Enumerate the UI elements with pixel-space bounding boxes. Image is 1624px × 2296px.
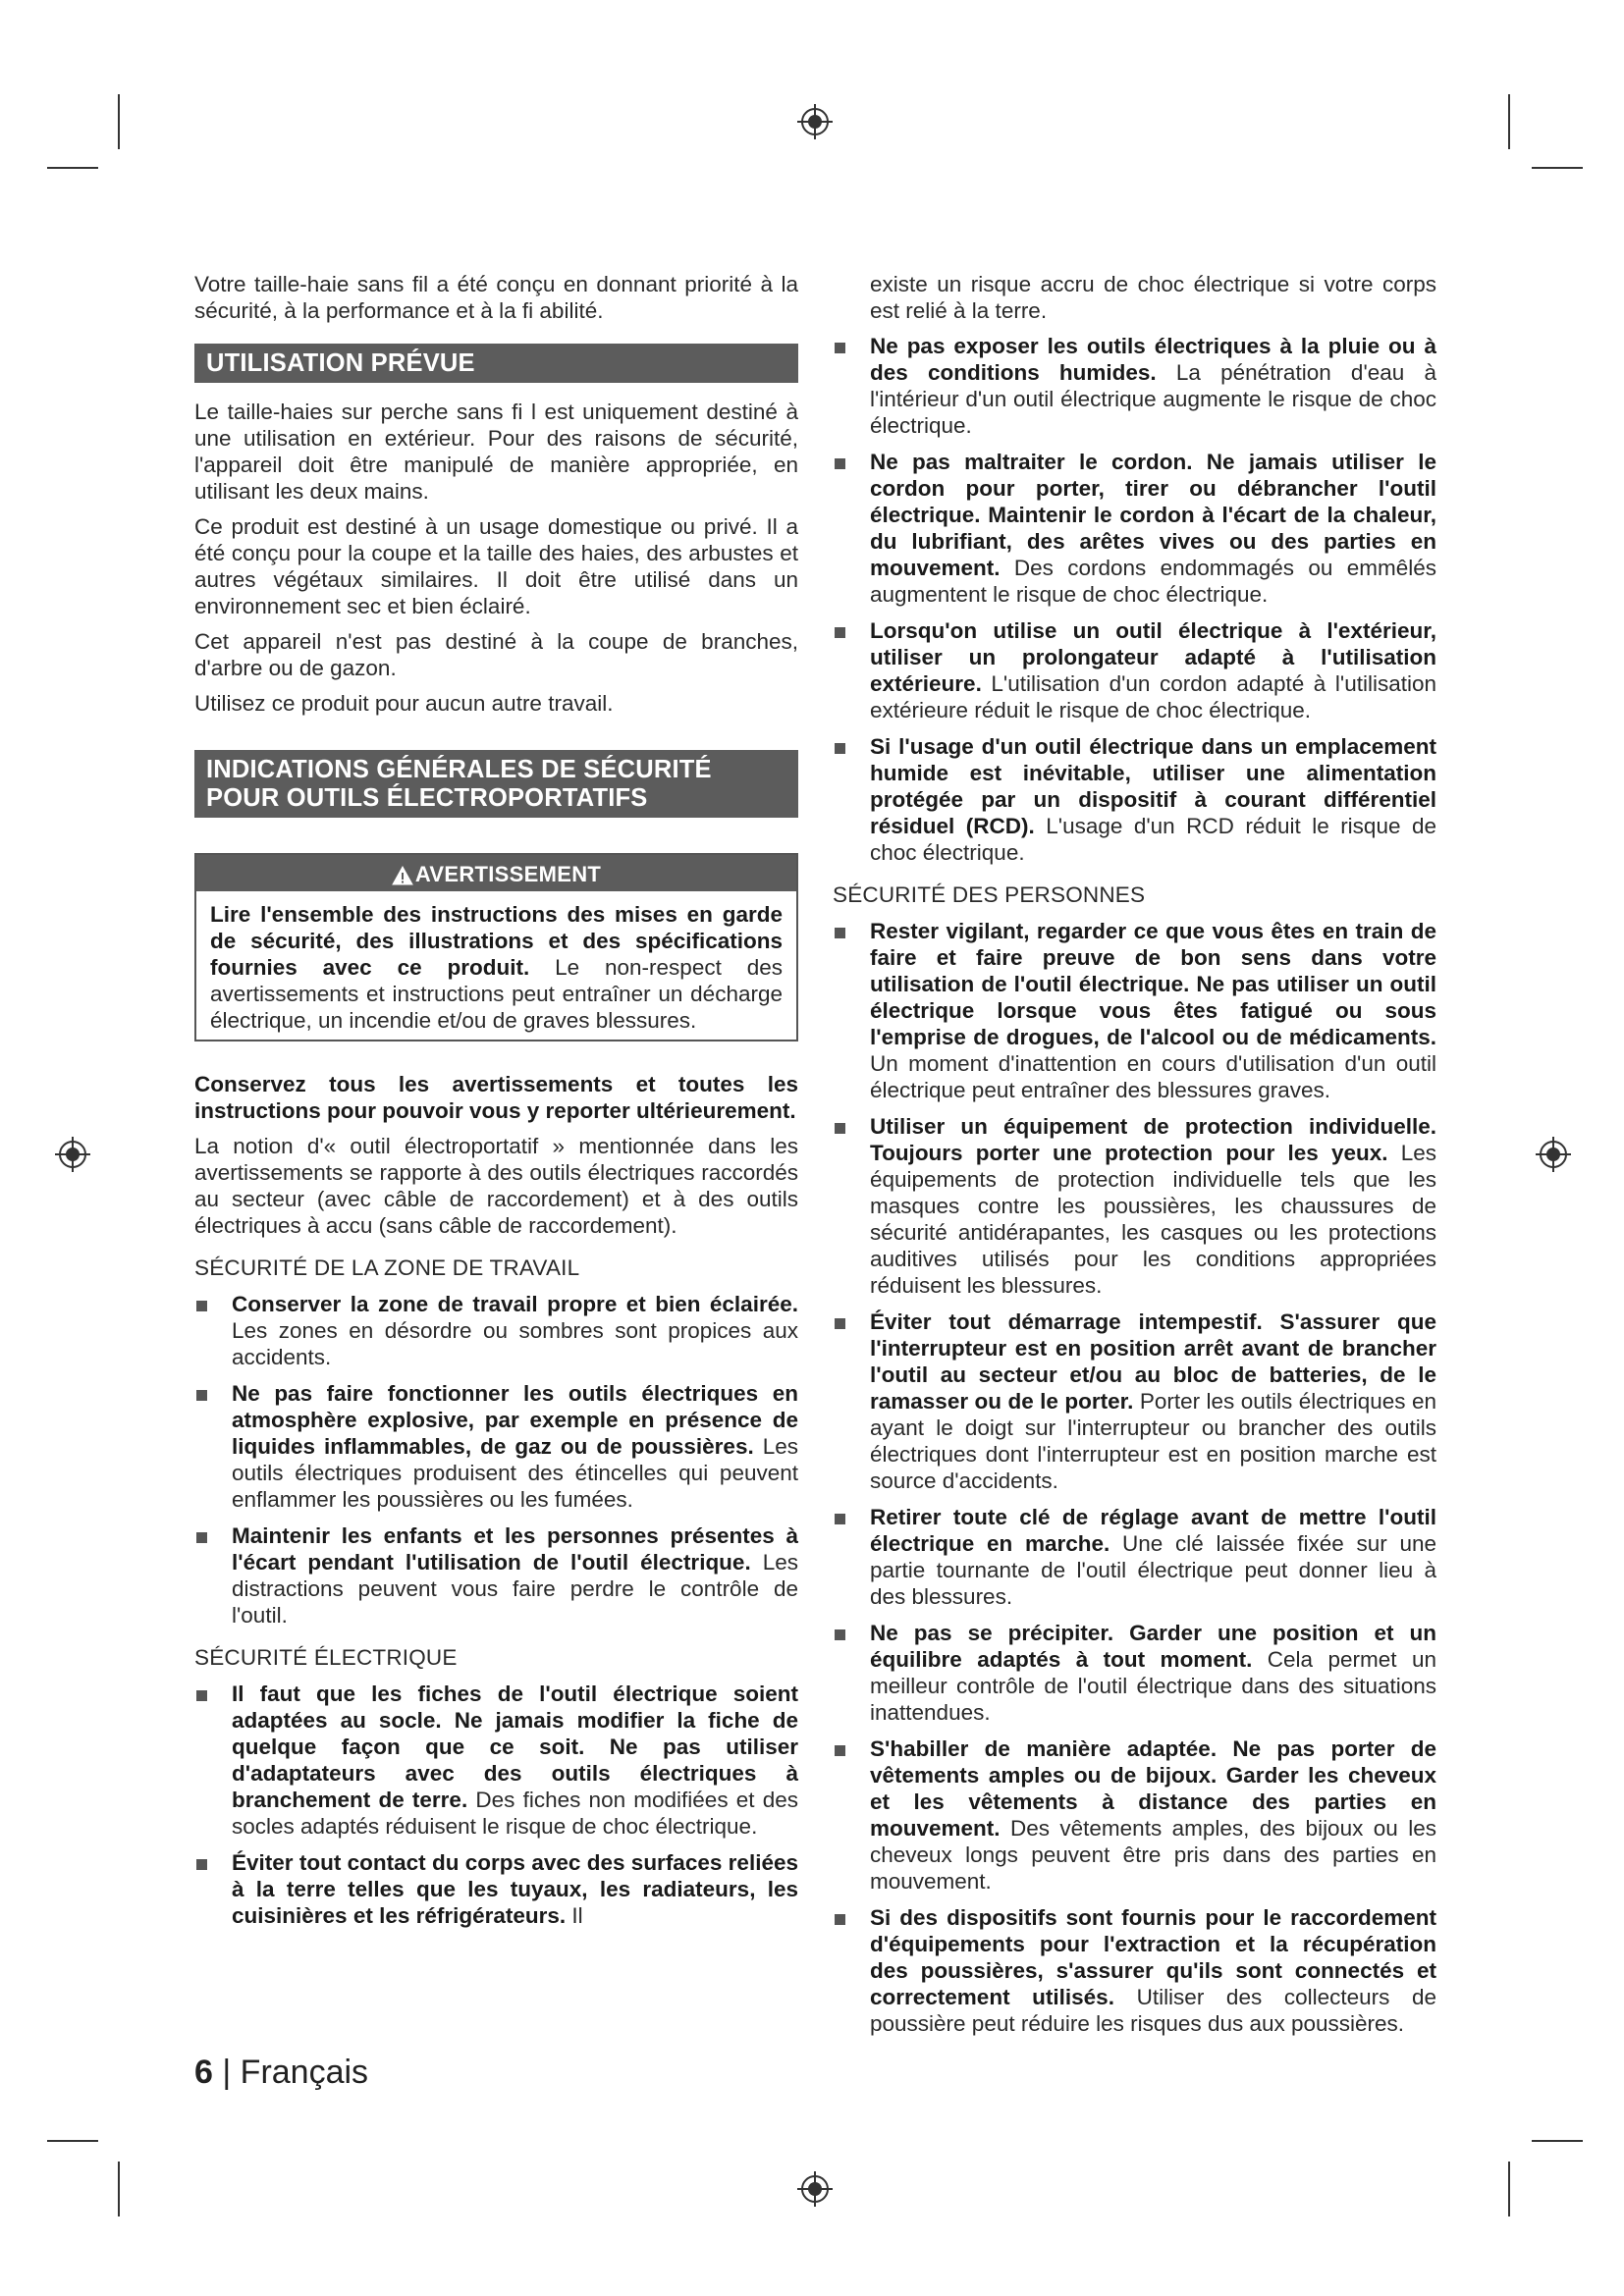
list-item (833, 333, 1436, 439)
bullet-icon (835, 1318, 845, 1329)
item-text: Un moment d'inattention en cours d'utilisation d'un outil électrique peut entraîner des blessures graves. (870, 1051, 1436, 1102)
warning-header (196, 855, 796, 891)
item-bold: Si l'usage d'un outil électrique dans un emplacement humide est inévitable, utiliser une alimentation protégée par un dispositif à courant différentiel résiduel (RCD). (870, 734, 1436, 838)
item-text: Les équipements de protection individuelle tels que les masques contre les poussières, les chaussures de sécurité antidérapantes, les casques ou les protections auditives utilisés pour les conditions appropriées réduisent les blessures. (870, 1141, 1436, 1298)
page-footer (194, 2054, 368, 2092)
item-bold: Conserver la zone de travail propre et bien éclairée. (232, 1292, 798, 1316)
crop-mark (47, 2140, 98, 2142)
registration-mark-icon (795, 102, 835, 141)
paragraph: Le taille-haies sur perche sans fi l est uniquement destiné à une utilisation en extérieur. Pour des raisons de sécurité, l'appareil doit être manipulé de manière appropriée, en utilisant les deux mains. (194, 400, 798, 504)
keep-instructions (194, 1071, 798, 1124)
page-number: 6 (194, 2054, 213, 2091)
intro-paragraph: Votre taille-haie sans fil a été conçu en donnant priorité à la sécurité, à la performance et à la fi abilité. (194, 272, 798, 323)
list-item (833, 918, 1436, 1103)
bullet-icon (196, 1301, 207, 1311)
list-item (194, 1681, 798, 1840)
crop-mark (1508, 94, 1510, 149)
bullet-icon (835, 627, 845, 638)
warning-title: AVERTISSEMENT (414, 862, 602, 886)
crop-mark (118, 94, 120, 149)
subheading-zone: SÉCURITÉ DE LA ZONE DE TRAVAIL (194, 1255, 580, 1280)
bullet-icon (835, 343, 845, 353)
continued-paragraph: existe un risque accru de choc électrique si votre corps est relié à la terre. (870, 272, 1436, 323)
item-bold: Si des dispositifs sont fournis pour le raccordement d'équipements pour l'extraction et la récupération des poussières, s'assurer qu'ils sont connectés et correctement utilisés. (870, 1905, 1436, 2009)
list-item (833, 1308, 1436, 1494)
bullet-icon (196, 1690, 207, 1701)
paragraph: Utilisez ce produit pour aucun autre travail. (194, 691, 614, 716)
list-item (194, 1291, 798, 1370)
crop-mark (1532, 2140, 1583, 2142)
item-text: Des cordons endommagés ou emmêlés augmentent le risque de choc électrique. (870, 556, 1436, 607)
list-item (833, 1735, 1436, 1895)
item-bold: Éviter tout démarrage intempestif. S'assurer que l'interrupteur est en position arrêt avant de brancher l'outil au secteur et/ou au bloc de batteries, de le ramasser ou de le porter. (870, 1309, 1436, 1414)
list-item (194, 1522, 798, 1629)
warning-box (194, 853, 798, 1041)
item-text: Les outils électriques produisent des étincelles qui peuvent enflammer les poussières ou les fumées. (232, 1434, 799, 1512)
crop-mark (1508, 2162, 1510, 2216)
item-text: Les zones en désordre ou sombres sont propices aux accidents. (232, 1318, 798, 1369)
bullet-icon (196, 1859, 207, 1870)
item-text: L'usage d'un RCD réduit le risque de choc électrique. (870, 814, 1436, 865)
item-text: L'utilisation d'un cordon adapté à l'utilisation extérieure réduit le risque de choc électrique. (870, 671, 1436, 722)
bullet-icon (835, 1514, 845, 1524)
footer-separator: | (222, 2054, 232, 2091)
bullet-icon (835, 928, 845, 938)
item-text: Des fiches non modifiées et des socles adaptés réduisent le risque de choc électrique. (232, 1788, 798, 1839)
item-bold: Utiliser un équipement de protection individuelle. Toujours porter une protection pour les yeux. (870, 1114, 1436, 1165)
zone-list (194, 1291, 798, 1629)
item-bold: Retirer toute clé de réglage avant de mettre l'outil électrique en marche. (870, 1505, 1436, 1556)
left-column (194, 271, 798, 1939)
registration-mark-icon (795, 2169, 835, 2209)
bullet-icon (196, 1532, 207, 1543)
paragraph: Cet appareil n'est pas destiné à la coupe de branches, d'arbre ou de gazon. (194, 629, 798, 680)
section-heading-indications: INDICATIONS GÉNÉRALES DE SÉCURITÉ POUR OUTILS ÉLECTROPORTATIFS (194, 750, 798, 818)
registration-mark-icon (1534, 1135, 1573, 1174)
list-item (833, 1504, 1436, 1610)
bullet-icon (835, 1123, 845, 1134)
item-text: Utiliser des collecteurs de poussière peut réduire les risques dus aux poussières. (870, 1985, 1436, 2036)
item-bold: Éviter tout contact du corps avec des surfaces reliées à la terre telles que les tuyaux, les radiateurs, les cuisinières et les réfrigérateurs. (232, 1850, 798, 1928)
item-bold: Lorsqu'on utilise un outil électrique à l'extérieur, utiliser un prolongateur adapté à l'utilisation extérieure. (870, 618, 1436, 696)
item-text: Les distractions peuvent vous faire perdre le contrôle de l'outil. (232, 1550, 798, 1628)
item-text: Il (566, 1903, 583, 1928)
subheading-electrique: SÉCURITÉ ÉLECTRIQUE (194, 1645, 458, 1670)
item-bold: Maintenir les enfants et les personnes présentes à l'écart pendant l'utilisation de l'outil électrique. (232, 1523, 798, 1575)
bullet-icon (835, 1914, 845, 1925)
bullet-icon (835, 458, 845, 469)
bullet-icon (835, 1629, 845, 1640)
elec-list (194, 1681, 798, 1929)
subheading-personnes: SÉCURITÉ DES PERSONNES (833, 882, 1146, 907)
crop-mark (118, 2162, 120, 2216)
item-bold: Ne pas se précipiter. Garder une position et un équilibre adaptés à tout moment. (870, 1621, 1436, 1672)
item-bold: Ne pas exposer les outils électriques à la pluie ou à des conditions humides. (870, 334, 1436, 385)
item-text: La pénétration d'eau à l'intérieur d'un outil électrique augmente le risque de choc électrique. (870, 360, 1436, 438)
item-bold: Rester vigilant, regarder ce que vous êtes en train de faire et faire preuve de bon sens dans votre utilisation de l'outil électrique. Ne pas utiliser un outil électrique lorsque vous êtes fatigué ou sous l'emprise de drogues, de l'alcool ou de médicaments. (870, 919, 1436, 1049)
bullet-icon (196, 1390, 207, 1401)
list-item (833, 617, 1436, 723)
bullet-icon (835, 743, 845, 754)
warning-text: Le non-respect des avertissements et instructions peut entraîner un décharge électrique, un incendie et/ou de graves blessures. (210, 955, 783, 1033)
item-bold: Ne pas maltraiter le cordon. Ne jamais utiliser le cordon pour porter, tirer ou débrancher l'outil électrique. Maintenir le cordon à l'écart de la chaleur, du lubrifiant, des arêtes vives ou des parties en mouvement. (870, 450, 1436, 580)
list-item (833, 449, 1436, 608)
item-bold: Ne pas faire fonctionner les outils électriques en atmosphère explosive, par exemple en présence de liquides inflammables, de gaz ou de poussières. (232, 1381, 798, 1459)
persons-list (833, 918, 1436, 2037)
keep-instructions-text: Conservez tous les avertissements et toutes les instructions pour pouvoir vous y reporter ultérieurement. (194, 1072, 798, 1123)
warning-triangle-icon (392, 866, 413, 885)
elec-list-continued (833, 333, 1436, 866)
registration-mark-icon (53, 1135, 92, 1174)
warning-bold: Lire l'ensemble des instructions des mises en garde de sécurité, des illustrations et des spécifications fournies avec ce produit. (210, 902, 783, 980)
item-bold: S'habiller de manière adaptée. Ne pas porter de vêtements amples ou de bijoux. Garder les cheveux et les vêtements à distance des parties en mouvement. (870, 1736, 1436, 1841)
item-text: Porter les outils électriques en ayant le doigt sur l'interrupteur ou brancher des outils électriques dont l'interrupteur est en position marche est source d'accidents. (870, 1389, 1436, 1493)
bullet-icon (835, 1745, 845, 1756)
list-item (833, 1113, 1436, 1299)
list-item (833, 1620, 1436, 1726)
list-item (833, 733, 1436, 866)
crop-mark (47, 167, 98, 169)
item-text: Des vêtements amples, des bijoux ou les cheveux longs peuvent être pris dans des parties en mouvement. (870, 1816, 1436, 1894)
warning-body (196, 891, 796, 1040)
item-text: Une clé laissée fixée sur une partie tournante de l'outil électrique peut donner lieu à des blessures. (870, 1531, 1437, 1609)
list-item (194, 1380, 798, 1513)
list-item (194, 1849, 798, 1929)
right-column (833, 271, 1436, 2047)
section-heading-utilisation: UTILISATION PRÉVUE (194, 344, 798, 383)
crop-mark (1532, 167, 1583, 169)
item-bold: Il faut que les fiches de l'outil électrique soient adaptées au socle. Ne jamais modifier la fiche de quelque façon que ce soit. Ne pas utiliser d'adaptateurs avec des outils électriques à branchement de terre. (232, 1682, 798, 1812)
item-text: Cela permet un meilleur contrôle de l'outil électrique dans des situations inattendues. (870, 1647, 1436, 1725)
footer-language: Français (240, 2054, 369, 2091)
list-item (833, 1904, 1436, 2037)
notion-paragraph: La notion d'« outil électroportatif » mentionnée dans les avertissements se rapporte à des outils électriques raccordés au secteur (avec câble de raccordement) et à des outils électriques à accu (sans câble de raccordement). (194, 1134, 798, 1238)
paragraph: Ce produit est destiné à un usage domestique ou privé. Il a été conçu pour la coupe et la taille des haies, des arbustes et autres végétaux similaires. Il doit être utilisé dans un environnement sec et bien éclairé. (194, 514, 798, 618)
